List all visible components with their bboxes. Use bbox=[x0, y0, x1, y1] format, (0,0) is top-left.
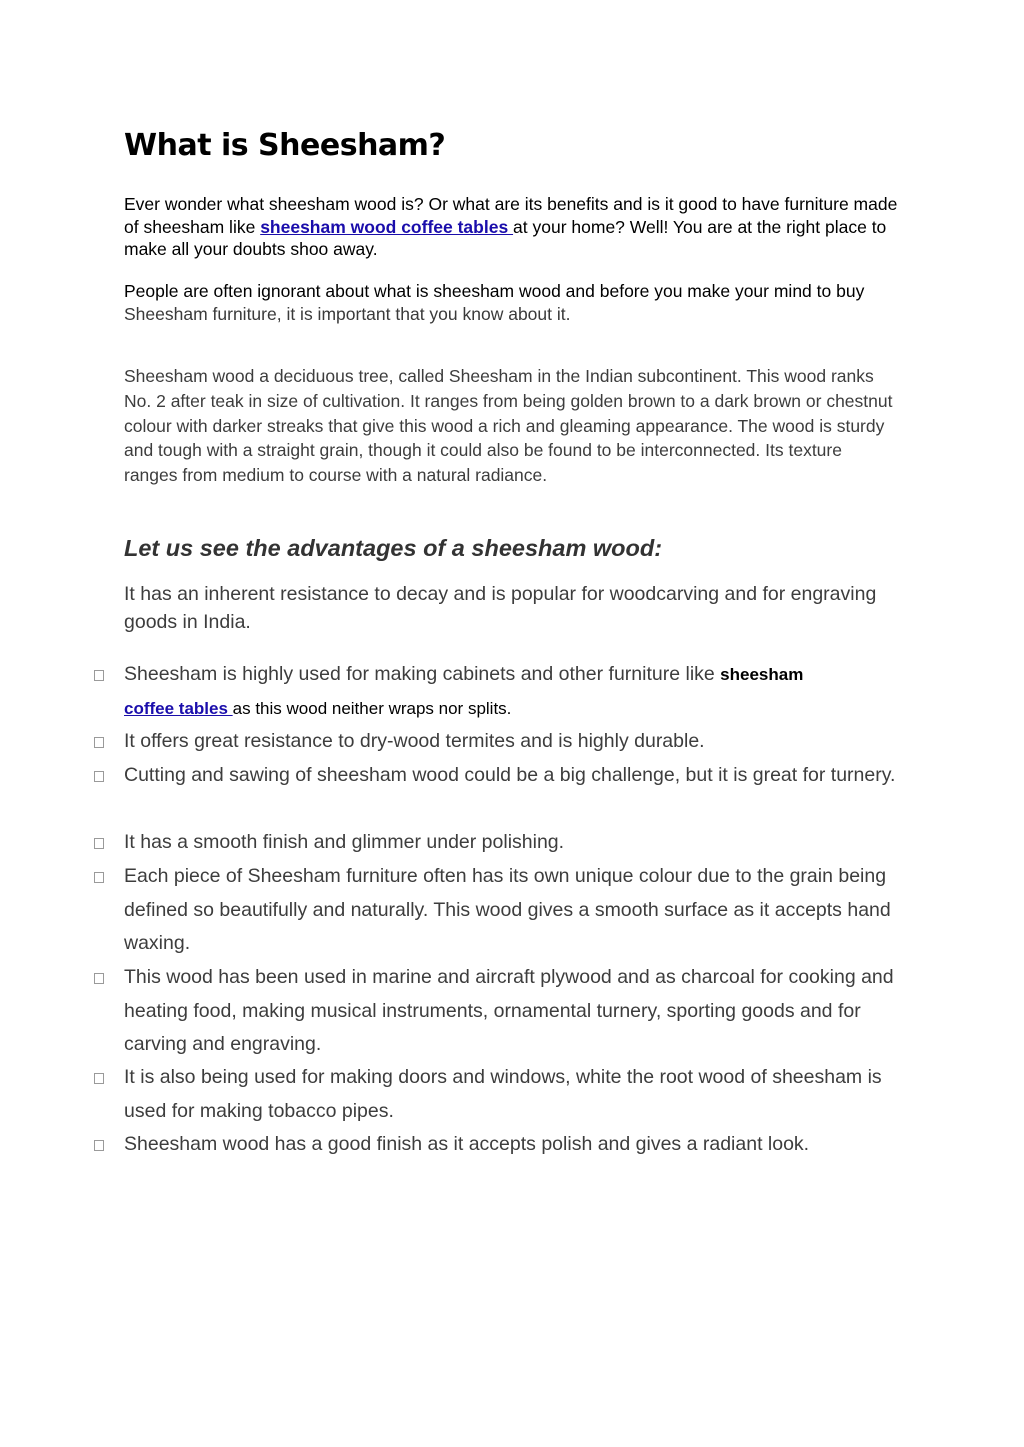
advantage-1-bold: sheesham bbox=[720, 665, 804, 684]
bullet-icon bbox=[94, 872, 104, 883]
sheesham-wood-coffee-tables-link[interactable]: sheesham wood coffee tables bbox=[260, 216, 514, 237]
advantage-item-7: It is also being used for making doors and windows, white the root wood of sheesham is used for making tobacco pipes. bbox=[124, 1066, 882, 1122]
intro-text-after: at your home? Well! You are at the right place to make all your doubts shoo away. bbox=[124, 216, 887, 259]
advantage-item-5: Each piece of Sheesham furniture often has its own unique colour due to the grain being defined so beautifully and naturally. This wood gives a smooth surface as it accepts hand waxing. bbox=[124, 865, 891, 954]
advantage-item-6: This wood has been used in marine and aircraft plywood and as charcoal for cooking and heating food, making musical instruments, ornamental turnery, sporting goods and for carving and engraving. bbox=[124, 966, 894, 1055]
bullet-icon bbox=[94, 737, 104, 748]
bullet-icon bbox=[94, 771, 104, 782]
bullet-icon bbox=[94, 838, 104, 849]
advantages-heading: Let us see the advantages of a sheesham wood: bbox=[124, 535, 663, 561]
page-title: What is Sheesham? bbox=[124, 128, 446, 163]
advantage-item-2: It offers great resistance to dry-wood termites and is highly durable. bbox=[124, 730, 705, 752]
advantage-item-8: Sheesham wood has a good finish as it accepts polish and gives a radiant look. bbox=[124, 1133, 810, 1155]
advantage-item-1 bbox=[124, 658, 904, 725]
advantage-1-after: as this wood neither wraps nor splits. bbox=[232, 698, 512, 718]
bullet-icon bbox=[94, 973, 104, 984]
advantages-intro: It has an inherent resistance to decay and is popular for woodcarving and for engraving goods in India. bbox=[124, 583, 877, 633]
description-paragraph: Sheesham wood a deciduous tree, called Sheesham in the Indian subcontinent. This wood ranks No. 2 after teak in size of cultivation. It ranges from being golden brown to a dark brown or chestnut colour with darker streaks that give this wood a rich and gleaming appearance. The wood is sturdy and tough with a straight grain, though it could also be found to be interconnected. Its texture ranges from medium to course with a natural radiance. bbox=[124, 366, 893, 486]
advantage-1-text: Sheesham is highly used for making cabinets and other furniture like bbox=[124, 663, 721, 685]
ignorant-text-gray: Sheesham furniture, it is important that you know about it. bbox=[124, 303, 571, 324]
intro-paragraph bbox=[124, 193, 904, 261]
coffee-tables-link[interactable]: coffee tables bbox=[124, 698, 233, 718]
intro-text-before: Ever wonder what sheesham wood is? Or what are its benefits and is it good to have furniture made of sheesham like bbox=[124, 194, 898, 237]
ignorant-text: People are often ignorant about what is sheesham wood and before you make your mind to buy bbox=[124, 281, 865, 301]
bullet-icon bbox=[94, 1140, 104, 1151]
advantage-item-4: It has a smooth finish and glimmer under polishing. bbox=[124, 831, 565, 853]
advantage-item-3: Cutting and sawing of sheesham wood could be a big challenge, but it is great for turnery. bbox=[124, 764, 896, 786]
bullet-icon bbox=[94, 1073, 104, 1084]
bullet-icon bbox=[94, 670, 104, 681]
ignorant-paragraph bbox=[124, 280, 904, 325]
